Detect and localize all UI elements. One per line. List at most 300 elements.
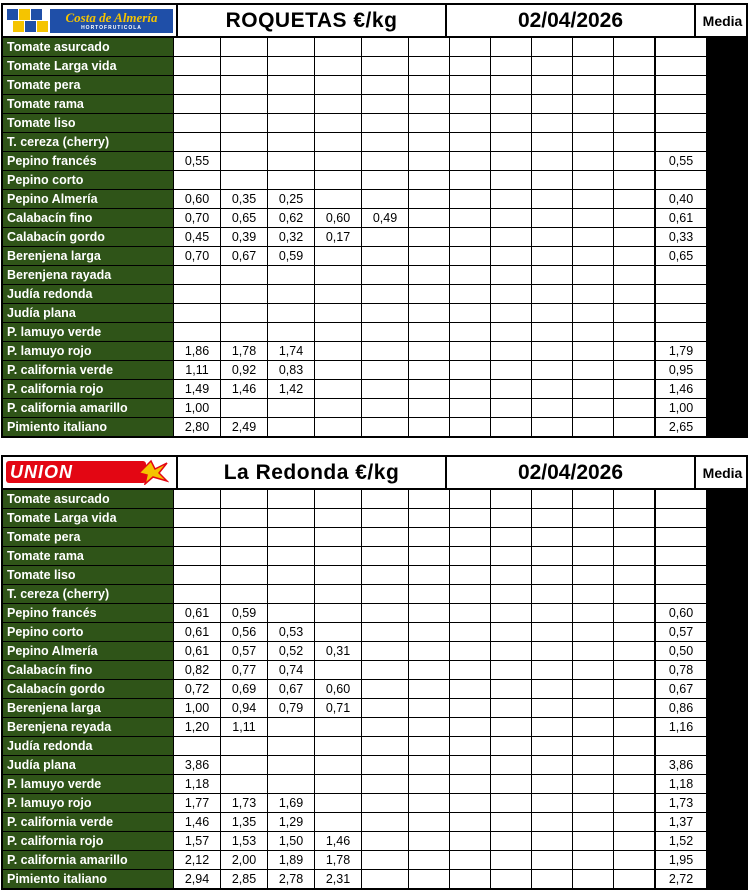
price-cell: [221, 133, 267, 151]
price-cell: [532, 342, 572, 360]
product-name: Judía redonda: [3, 737, 173, 755]
price-cell: [450, 832, 490, 850]
price-cell: [315, 756, 361, 774]
price-cell: [409, 718, 449, 736]
price-cell: [409, 509, 449, 527]
price-cell: [532, 418, 572, 436]
media-cell: [655, 114, 706, 132]
price-cell: [362, 642, 408, 660]
price-cell: [221, 57, 267, 75]
price-cell: [573, 718, 613, 736]
price-cell: [315, 114, 361, 132]
price-cell: [532, 95, 572, 113]
price-cell: 2,94: [174, 870, 220, 888]
price-cell: [362, 756, 408, 774]
price-cell: [409, 794, 449, 812]
price-cell: [573, 794, 613, 812]
product-name: P. lamuyo verde: [3, 775, 173, 793]
price-cell: [491, 361, 531, 379]
price-cell: [409, 38, 449, 56]
price-cell: [491, 95, 531, 113]
product-name: P. california rojo: [3, 380, 173, 398]
price-cell: [573, 623, 613, 641]
price-cell: [409, 133, 449, 151]
price-cell: [268, 718, 314, 736]
price-cell: [532, 680, 572, 698]
price-cell: [268, 285, 314, 303]
price-cell: [573, 342, 613, 360]
price-cell: [315, 190, 361, 208]
price-cell: [450, 304, 490, 322]
price-cell: [491, 57, 531, 75]
price-cell: [614, 171, 654, 189]
price-cell: [573, 76, 613, 94]
price-cell: [315, 266, 361, 284]
price-cell: [450, 718, 490, 736]
price-cell: [614, 266, 654, 284]
price-cell: 0,61: [174, 604, 220, 622]
price-cell: [532, 547, 572, 565]
media-cell: 0,78: [655, 661, 706, 679]
media-cell: 0,95: [655, 361, 706, 379]
price-cell: 0,72: [174, 680, 220, 698]
price-cell: [491, 133, 531, 151]
price-cell: 0,49: [362, 209, 408, 227]
price-cell: [614, 604, 654, 622]
price-cell: [450, 209, 490, 227]
price-cell: [268, 737, 314, 755]
price-cell: [409, 737, 449, 755]
price-cell: [532, 756, 572, 774]
price-cell: [573, 680, 613, 698]
price-cell: [614, 528, 654, 546]
price-cell: 0,55: [174, 152, 220, 170]
price-cell: 0,67: [221, 247, 267, 265]
price-cell: [450, 190, 490, 208]
price-cell: 0,61: [174, 642, 220, 660]
price-cell: [362, 813, 408, 831]
price-cell: 1,73: [221, 794, 267, 812]
price-cell: [221, 114, 267, 132]
price-cell: [221, 152, 267, 170]
product-name: P. california verde: [3, 813, 173, 831]
price-cell: [315, 38, 361, 56]
product-name: Calabacín gordo: [3, 680, 173, 698]
price-cell: [614, 76, 654, 94]
price-cell: [491, 794, 531, 812]
panel-header: [1, 3, 748, 36]
price-cell: [409, 585, 449, 603]
price-cell: [532, 490, 572, 508]
media-cell: [655, 509, 706, 527]
price-cell: [315, 342, 361, 360]
product-name: P. california rojo: [3, 832, 173, 850]
media-cell: 0,33: [655, 228, 706, 246]
price-cell: [532, 304, 572, 322]
media-cell: 3,86: [655, 756, 706, 774]
price-cell: [409, 418, 449, 436]
price-cell: [614, 775, 654, 793]
price-cell: [221, 76, 267, 94]
price-cell: [268, 304, 314, 322]
price-cell: [614, 304, 654, 322]
media-cell: 0,50: [655, 642, 706, 660]
price-cell: [362, 851, 408, 869]
media-cell: [655, 95, 706, 113]
price-cell: [409, 699, 449, 717]
price-cell: [614, 152, 654, 170]
price-cell: [532, 57, 572, 75]
price-cell: [614, 547, 654, 565]
media-cell: 1,95: [655, 851, 706, 869]
price-cell: [221, 304, 267, 322]
price-cell: [491, 623, 531, 641]
price-cell: [362, 190, 408, 208]
price-cell: [362, 38, 408, 56]
price-cell: [362, 247, 408, 265]
price-cell: [532, 794, 572, 812]
price-cell: [409, 623, 449, 641]
price-cell: [315, 361, 361, 379]
price-cell: [450, 152, 490, 170]
product-name: Tomate pera: [3, 528, 173, 546]
price-cell: [491, 399, 531, 417]
media-cell: [655, 528, 706, 546]
sun-logo-icon: [135, 459, 169, 485]
price-cell: 1,74: [268, 342, 314, 360]
media-cell: [655, 585, 706, 603]
price-cell: 1,35: [221, 813, 267, 831]
price-cell: [532, 604, 572, 622]
media-cell: 1,46: [655, 380, 706, 398]
price-cell: [450, 680, 490, 698]
price-cell: [491, 680, 531, 698]
logo-cell: [3, 457, 176, 488]
price-cell: 1,89: [268, 851, 314, 869]
price-cell: [409, 380, 449, 398]
price-cell: [573, 247, 613, 265]
price-cell: [315, 76, 361, 94]
price-cell: [450, 38, 490, 56]
price-cell: 0,52: [268, 642, 314, 660]
media-cell: [655, 285, 706, 303]
price-cell: [315, 380, 361, 398]
price-cell: [450, 247, 490, 265]
price-cell: [362, 566, 408, 584]
price-cell: [573, 209, 613, 227]
price-cell: [315, 623, 361, 641]
price-cell: [450, 509, 490, 527]
price-cell: [491, 870, 531, 888]
media-cell: [655, 133, 706, 151]
price-cell: [614, 585, 654, 603]
price-cell: [450, 737, 490, 755]
price-cell: [409, 114, 449, 132]
price-cell: [573, 133, 613, 151]
price-cell: [532, 76, 572, 94]
price-cell: [409, 490, 449, 508]
price-cell: [409, 342, 449, 360]
price-cell: [614, 566, 654, 584]
price-cell: [409, 171, 449, 189]
price-cell: [450, 794, 490, 812]
product-name: P. california amarillo: [3, 851, 173, 869]
price-cell: [450, 399, 490, 417]
price-cell: [614, 342, 654, 360]
product-name: Judía plana: [3, 304, 173, 322]
price-cell: 0,56: [221, 623, 267, 641]
media-cell: 0,60: [655, 604, 706, 622]
product-name: Judía redonda: [3, 285, 173, 303]
price-cell: [614, 95, 654, 113]
price-cell: [573, 399, 613, 417]
price-cell: [409, 680, 449, 698]
media-cell: 1,16: [655, 718, 706, 736]
price-cell: 0,32: [268, 228, 314, 246]
logo-text: Costa de Almería: [65, 9, 158, 25]
product-name: T. cereza (cherry): [3, 585, 173, 603]
price-panel-la-redonda: [1, 455, 748, 890]
price-cell: [409, 661, 449, 679]
product-name: P. lamuyo verde: [3, 323, 173, 341]
price-cell: 0,82: [174, 661, 220, 679]
checker-logo-icon: [7, 8, 47, 34]
price-cell: 0,61: [174, 623, 220, 641]
price-cell: [450, 813, 490, 831]
price-cell: [362, 285, 408, 303]
price-cell: [532, 38, 572, 56]
price-cell: [491, 209, 531, 227]
product-name: Tomate asurcado: [3, 490, 173, 508]
product-name: Pimiento italiano: [3, 870, 173, 888]
price-cell: [450, 380, 490, 398]
price-cell: 0,35: [221, 190, 267, 208]
price-cell: 0,70: [174, 209, 220, 227]
price-cell: [450, 566, 490, 584]
media-cell: 2,72: [655, 870, 706, 888]
price-cell: [409, 190, 449, 208]
price-cell: [315, 566, 361, 584]
price-cell: [221, 38, 267, 56]
price-cell: [614, 361, 654, 379]
price-cell: [174, 585, 220, 603]
price-cell: [450, 266, 490, 284]
price-cell: [532, 171, 572, 189]
price-cell: [491, 76, 531, 94]
media-cell: [655, 566, 706, 584]
media-cell: [655, 266, 706, 284]
price-cell: [573, 190, 613, 208]
price-cell: [409, 775, 449, 793]
price-cell: [362, 832, 408, 850]
price-cell: [532, 247, 572, 265]
price-cell: [362, 775, 408, 793]
price-cell: [491, 661, 531, 679]
price-cell: [614, 851, 654, 869]
price-cell: [573, 604, 613, 622]
price-cell: [450, 361, 490, 379]
price-cell: 0,83: [268, 361, 314, 379]
media-cell: [655, 57, 706, 75]
price-cell: 0,79: [268, 699, 314, 717]
price-cell: 1,18: [174, 775, 220, 793]
price-cell: [573, 152, 613, 170]
price-cell: [268, 38, 314, 56]
price-cell: [409, 604, 449, 622]
price-cell: [409, 247, 449, 265]
price-cell: 1,86: [174, 342, 220, 360]
price-cell: [315, 399, 361, 417]
costa-de-almeria-logo: [3, 5, 176, 36]
price-cell: [573, 699, 613, 717]
price-cell: [315, 775, 361, 793]
price-cell: [174, 509, 220, 527]
product-name: T. cereza (cherry): [3, 133, 173, 151]
price-cell: 2,49: [221, 418, 267, 436]
price-cell: 2,31: [315, 870, 361, 888]
price-cell: [221, 266, 267, 284]
price-cell: [409, 76, 449, 94]
price-cell: [491, 266, 531, 284]
price-cell: [614, 642, 654, 660]
price-cell: [221, 509, 267, 527]
price-cell: [573, 490, 613, 508]
price-cell: [362, 228, 408, 246]
price-cell: [268, 528, 314, 546]
price-cell: [491, 285, 531, 303]
price-cell: [450, 775, 490, 793]
price-cell: [614, 380, 654, 398]
price-cell: 0,60: [315, 209, 361, 227]
price-cell: [362, 76, 408, 94]
price-cell: [315, 661, 361, 679]
price-cell: 1,11: [174, 361, 220, 379]
price-cell: [614, 737, 654, 755]
price-cell: [614, 699, 654, 717]
price-cell: [221, 171, 267, 189]
price-cell: [532, 399, 572, 417]
price-cell: [491, 566, 531, 584]
price-cell: [614, 133, 654, 151]
price-cell: [409, 361, 449, 379]
price-cell: [573, 285, 613, 303]
price-cell: [362, 623, 408, 641]
price-cell: [450, 418, 490, 436]
price-cell: [315, 490, 361, 508]
price-cell: [532, 566, 572, 584]
price-cell: [532, 718, 572, 736]
price-cell: 1,20: [174, 718, 220, 736]
price-cell: [491, 756, 531, 774]
price-cell: 1,77: [174, 794, 220, 812]
price-cell: [532, 209, 572, 227]
media-cell: [655, 171, 706, 189]
price-cell: 0,60: [174, 190, 220, 208]
price-cell: 2,80: [174, 418, 220, 436]
price-cell: 0,71: [315, 699, 361, 717]
price-cell: [450, 623, 490, 641]
price-cell: [409, 528, 449, 546]
price-cell: 0,62: [268, 209, 314, 227]
price-cell: [221, 490, 267, 508]
price-cell: [362, 680, 408, 698]
price-cell: [532, 813, 572, 831]
price-cell: [268, 323, 314, 341]
price-cell: [362, 152, 408, 170]
price-cell: [450, 95, 490, 113]
price-cell: [491, 490, 531, 508]
price-cell: [221, 399, 267, 417]
price-cell: 1,78: [221, 342, 267, 360]
price-cell: [362, 380, 408, 398]
product-name: Tomate pera: [3, 76, 173, 94]
price-cell: [409, 57, 449, 75]
price-cell: 1,78: [315, 851, 361, 869]
price-cell: 1,57: [174, 832, 220, 850]
price-cell: [532, 228, 572, 246]
price-cell: 0,45: [174, 228, 220, 246]
price-cell: [532, 133, 572, 151]
price-cell: [491, 832, 531, 850]
price-cell: [362, 95, 408, 113]
product-name: Tomate Larga vida: [3, 57, 173, 75]
price-cell: 1,49: [174, 380, 220, 398]
media-cell: 0,57: [655, 623, 706, 641]
price-cell: [614, 418, 654, 436]
price-cell: [532, 114, 572, 132]
price-cell: [573, 642, 613, 660]
price-cell: [315, 171, 361, 189]
price-cell: [491, 171, 531, 189]
price-table: [1, 488, 748, 890]
price-cell: [409, 323, 449, 341]
price-cell: [315, 152, 361, 170]
price-cell: [174, 38, 220, 56]
price-cell: [409, 566, 449, 584]
price-cell: 0,74: [268, 661, 314, 679]
price-cell: 0,53: [268, 623, 314, 641]
price-cell: [573, 528, 613, 546]
logo-cell: [3, 5, 176, 36]
price-cell: [221, 323, 267, 341]
price-cell: [315, 323, 361, 341]
price-cell: [532, 285, 572, 303]
panel-header: [1, 455, 748, 488]
price-cell: [491, 509, 531, 527]
price-cell: 1,29: [268, 813, 314, 831]
price-cell: 0,39: [221, 228, 267, 246]
price-cell: [450, 228, 490, 246]
price-cell: [573, 547, 613, 565]
price-cell: [409, 228, 449, 246]
price-cell: [268, 114, 314, 132]
price-cell: 1,00: [174, 699, 220, 717]
price-cell: [491, 247, 531, 265]
price-cell: 1,11: [221, 718, 267, 736]
price-cell: [409, 547, 449, 565]
media-cell: [655, 76, 706, 94]
product-name: P. lamuyo rojo: [3, 342, 173, 360]
price-cell: [614, 190, 654, 208]
price-cell: [491, 585, 531, 603]
price-cell: [362, 490, 408, 508]
price-cell: [315, 133, 361, 151]
price-cell: [573, 851, 613, 869]
price-cell: [268, 152, 314, 170]
price-cell: [532, 832, 572, 850]
price-cell: [532, 509, 572, 527]
price-cell: [573, 95, 613, 113]
